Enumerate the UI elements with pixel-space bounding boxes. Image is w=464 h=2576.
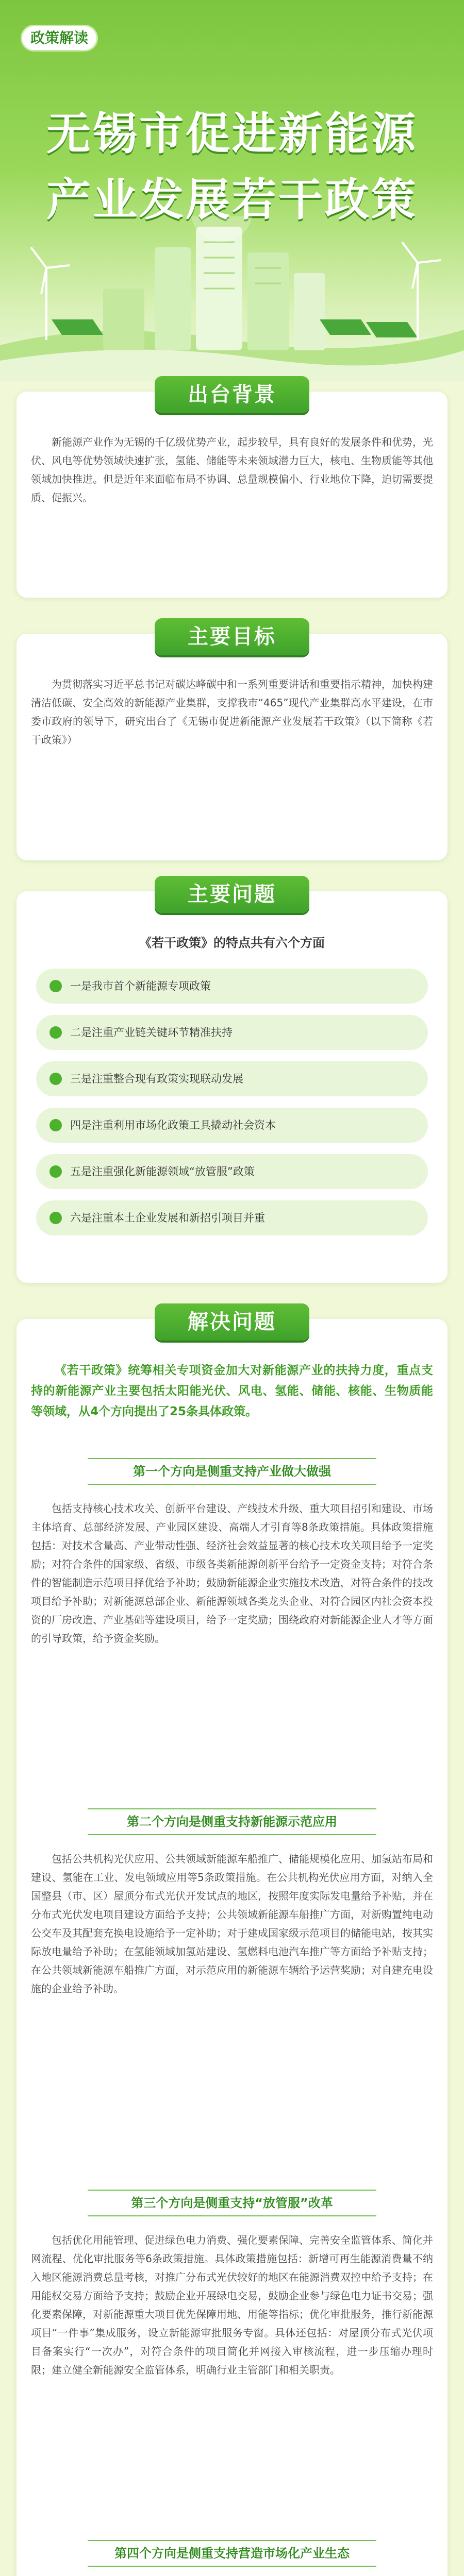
direction-text: 包括公共机构光伏应用、公共领域新能源车船推广、储能规模化应用、加氢站布局和建设、氢能在工业、发电领域应用等5条政策措施。在公共机构光伏应用方面，对纳入全国整县（市、区）屋顶分布式光伏开发试点的地区，按照年度实际发电量给予补贴，并在分布式光伏发电项目建设方面给予支持；公共领域新能源车船推广方面，对新购置纯电动公交车及其配套充换电设施给予一定补助；对于建成国家级示范项目的储能电站，按其实际放电量给予补助；在氢能领域加氢站建设、氢燃料电池汽车推广等方面给予补贴支持；在公共领域新能源车船推广方面，对示范应用的新能源车辆给予运营奖励；对自建充电设施的企业给予补助。 (31, 1853, 433, 1995)
feature-item-label: 五是注重强化新能源领域“放管服”政策 (70, 1165, 255, 1178)
feature-item-label: 四是注重利用市场化政策工具撬动社会资本 (70, 1119, 276, 1131)
direction-text: 包括优化用能管理、促进绿色电力消费、强化要素保障、完善安全监管体系、简化并网流程、优化审批服务等6条政策措施。具体政策措施包括：新增可再生能源消费量不纳入地区能源消费总量考核，对推广分布式光伏较好的地区在能源消费双控中给予支持；在用能权交易方面给予支持；鼓励企业开展绿电交易，鼓励企业参与绿色电力证书交易；强化要素保障，对新能源重大项目优先保障用地、用能等指标；优化审批服务，推行新能源项目“一件事”集成服务，设立新能源审批服务专窗。具体还包括：对屋顶分布式光伏项目备案实行“一次办”，对符合条件的项目简化并网接入审核流程，进一步压缩办理时限；建立健全新能源安全监管体系，明确行业主管部门和相关职责。 (31, 2234, 433, 2376)
feature-item-label: 二是注重产业链关键环节精准扶持 (70, 1026, 233, 1039)
feature-item (36, 1015, 428, 1050)
policy-tag-label: 政策解读 (30, 29, 88, 46)
direction-heading: 第二个方向是侧重支持新能源示范应用 (88, 1808, 376, 1835)
goals-text: 为贯彻落实习近平总书记对碳达峰碳中和一系列重要讲话和重要指示精神，加快构建清洁低碳、安全高效的新能源产业集群，支撑我市“465”现代产业集群高水平建设，在市委市政府的领导下，研究出台了《无锡市促进新能源产业发展若干政策》（以下简称《若干政策》） (31, 678, 433, 746)
bullet-icon (49, 1165, 62, 1178)
feature-item (36, 1200, 428, 1235)
header-banner (0, 0, 464, 381)
feature-item-label: 六是注重本土企业发展和新招引项目并重 (70, 1212, 265, 1224)
background-heading (155, 376, 309, 413)
problems-heading-label: 主要问题 (188, 883, 276, 906)
feature-item-label: 三是注重整合现有政策实现联动发展 (70, 1073, 243, 1085)
bullet-icon (49, 1212, 62, 1224)
feature-item (36, 1061, 428, 1096)
bullet-icon (49, 980, 62, 992)
background-heading-label: 出台背景 (188, 383, 276, 406)
green-energy-illustration (0, 216, 464, 381)
solution-heading-label: 解决问题 (188, 1310, 276, 1334)
direction-heading: 第四个方向是侧重支持营造市场化产业生态 (88, 2540, 376, 2567)
feature-item (36, 1108, 428, 1143)
bullet-icon (49, 1073, 62, 1085)
solution-heading (155, 1303, 309, 1341)
solution-lead: 《若干政策》统筹相关专项资金加大对新能源产业的扶持力度，重点支持的新能源产业主要包括太阳能光伏、风电、氢能、储能、核能、生物质能等领域，从4个方向提出了25条具体政策。 (31, 1364, 433, 1418)
bullet-icon (49, 1026, 62, 1039)
feature-item-label: 一是我市首个新能源专项政策 (70, 980, 211, 992)
goals-heading-label: 主要目标 (188, 625, 276, 649)
background-text: 新能源产业作为无锡的千亿级优势产业，起步较早，具有良好的发展条件和优势，光伏、风电等优势领域快速扩张，氢能、储能等未来领域潜力巨大，核电、生物质能等其他领域加快推进。但是近年来面临布局不协调、总量规模偏小、行业地位下降，迫切需要提质、促振兴。 (31, 436, 433, 504)
page-title-line2: 产业发展若干政策 (46, 174, 418, 226)
policy-tag (21, 25, 98, 52)
problems-heading (155, 876, 309, 913)
page-title-line1: 无锡市促进新能源 (46, 108, 418, 160)
direction-text: 包括支持核心技术攻关、创新平台建设、产线技术升级、重大项目招引和建设、市场主体培育、总部经济发展、产业园区建设、高端人才引育等8条政策措施。具体政策措施包括：对技术含量高、产业带动性强、经济社会效益显著的核心技术攻关项目给予一定奖励；对符合条件的国家级、省级、市级各类新能源创新平台给予一定资金支持；对符合条件的智能制造示范项目择优给予补助；鼓励新能源企业实施技术改造，对符合条件的技改项目给予补助；对新能源总部企业、新能源领域各类龙头企业、对符合园区内社会资本投资的厂房改造、产业基础等建设项目，给予一定奖励；围绕政府对新能源企业人才等方面的引导政策，给予资金奖励。 (31, 1502, 433, 1645)
direction-heading: 第一个方向是侧重支持产业做大做强 (88, 1458, 376, 1485)
goals-heading (155, 618, 309, 655)
direction-heading: 第三个方向是侧重支持“放管服”改革 (88, 2190, 376, 2216)
feature-item (36, 969, 428, 1004)
feature-item (36, 1154, 428, 1189)
bullet-icon (49, 1119, 62, 1131)
problems-intro: 《若干政策》的特点共有六个方面 (139, 936, 325, 950)
